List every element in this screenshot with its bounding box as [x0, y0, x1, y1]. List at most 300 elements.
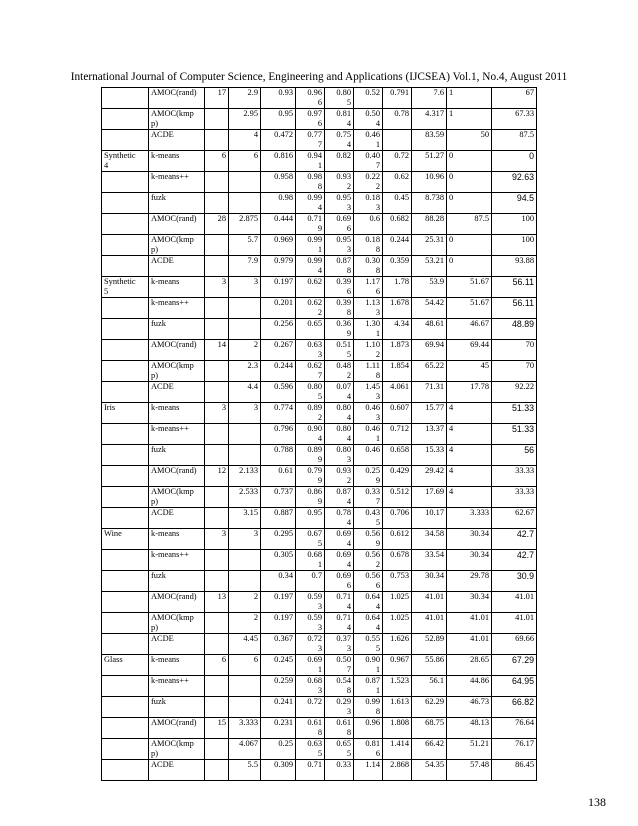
value-cell-5: 0.43 5 [354, 508, 383, 529]
value-cell-3: 0.77 7 [296, 130, 325, 151]
table-row [102, 298, 537, 319]
value-cell-5: 0.22 2 [354, 172, 383, 193]
value-cell-5: 0.18 8 [354, 235, 383, 256]
value-cell-5: 0.99 8 [354, 697, 383, 718]
value-cell-7: 10.96 [412, 172, 447, 193]
value-cell-1: 2.95 [229, 109, 261, 130]
value-cell-8: 1 [447, 88, 492, 109]
value-cell-7: 30.34 [412, 571, 447, 592]
clusters-cell: 6 [205, 655, 229, 676]
value-cell-9: 48.89 [492, 319, 537, 340]
value-cell-3: 0.96 6 [296, 88, 325, 109]
algorithm-cell: AMOC(kmp p) [149, 235, 205, 256]
value-cell-7: 55.86 [412, 655, 447, 676]
value-cell-1: 7.9 [229, 256, 261, 277]
value-cell-7: 15.77 [412, 403, 447, 424]
value-cell-3: 0.59 3 [296, 592, 325, 613]
value-cell-2: 0.737 [261, 487, 296, 508]
dataset-cell [102, 550, 149, 571]
value-cell-8: 0 [447, 151, 492, 172]
dataset-cell [102, 256, 149, 277]
clusters-cell [205, 424, 229, 445]
value-cell-6: 0.678 [383, 550, 412, 571]
value-cell-4: 0.80 5 [325, 88, 354, 109]
clusters-cell [205, 256, 229, 277]
value-cell-4: 0.75 4 [325, 130, 354, 151]
value-cell-8: 0 [447, 172, 492, 193]
dataset-cell [102, 172, 149, 193]
value-cell-9: 41.01 [492, 592, 537, 613]
value-cell-5: 0.25 9 [354, 466, 383, 487]
clusters-cell [205, 298, 229, 319]
value-cell-5: 0.52 [354, 88, 383, 109]
algorithm-cell: ACDE [149, 508, 205, 529]
value-cell-6: 1.414 [383, 739, 412, 760]
value-cell-9: 64.95 [492, 676, 537, 697]
value-cell-2: 0.472 [261, 130, 296, 151]
value-cell-4: 0.54 8 [325, 676, 354, 697]
value-cell-7: 10.17 [412, 508, 447, 529]
value-cell-3: 0.67 5 [296, 529, 325, 550]
value-cell-1: 4 [229, 130, 261, 151]
table-row [102, 109, 537, 130]
value-cell-3: 0.7 [296, 571, 325, 592]
value-cell-8: 51.67 [447, 277, 492, 298]
value-cell-7: 88.28 [412, 214, 447, 235]
value-cell-1 [229, 424, 261, 445]
value-cell-5: 0.64 4 [354, 592, 383, 613]
value-cell-9: 93.88 [492, 256, 537, 277]
value-cell-9: 51.33 [492, 403, 537, 424]
table-row [102, 130, 537, 151]
clusters-cell: 14 [205, 340, 229, 361]
value-cell-6: 0.429 [383, 466, 412, 487]
value-cell-9: 56.11 [492, 298, 537, 319]
value-cell-1: 4.4 [229, 382, 261, 403]
value-cell-9: 0 [492, 151, 537, 172]
table-row [102, 550, 537, 571]
value-cell-1: 5.5 [229, 760, 261, 781]
algorithm-cell: k-means [149, 655, 205, 676]
value-cell-3: 0.68 1 [296, 550, 325, 571]
table-row [102, 151, 537, 172]
clusters-cell [205, 550, 229, 571]
clusters-cell [205, 613, 229, 634]
value-cell-1: 2 [229, 592, 261, 613]
value-cell-6: 0.712 [383, 424, 412, 445]
dataset-cell: Synthetic 5 [102, 277, 149, 298]
clusters-cell [205, 193, 229, 214]
value-cell-8: 4 [447, 487, 492, 508]
value-cell-9: 33.33 [492, 466, 537, 487]
dataset-cell: Iris [102, 403, 149, 424]
clusters-cell [205, 760, 229, 781]
table-row [102, 256, 537, 277]
value-cell-7: 53.9 [412, 277, 447, 298]
value-cell-6: 0.244 [383, 235, 412, 256]
value-cell-2: 0.197 [261, 277, 296, 298]
value-cell-9: 100 [492, 235, 537, 256]
value-cell-3: 0.71 9 [296, 214, 325, 235]
dataset-cell [102, 445, 149, 466]
value-cell-9: 100 [492, 214, 537, 235]
value-cell-2: 0.259 [261, 676, 296, 697]
value-cell-9: 41.01 [492, 613, 537, 634]
value-cell-9: 76.17 [492, 739, 537, 760]
value-cell-8: 4 [447, 466, 492, 487]
dataset-cell [102, 592, 149, 613]
algorithm-cell: k-means++ [149, 676, 205, 697]
value-cell-2: 0.309 [261, 760, 296, 781]
value-cell-2: 0.95 [261, 109, 296, 130]
value-cell-6: 0.62 [383, 172, 412, 193]
results-table-body [102, 88, 537, 781]
value-cell-3: 0.89 9 [296, 445, 325, 466]
value-cell-6: 1.678 [383, 298, 412, 319]
value-cell-1: 3 [229, 277, 261, 298]
value-cell-5: 0.96 [354, 718, 383, 739]
value-cell-7: 51.27 [412, 151, 447, 172]
table-row [102, 718, 537, 739]
value-cell-1 [229, 550, 261, 571]
dataset-cell [102, 382, 149, 403]
clusters-cell [205, 382, 229, 403]
value-cell-2: 0.596 [261, 382, 296, 403]
value-cell-4: 0.39 8 [325, 298, 354, 319]
value-cell-8: 30.34 [447, 550, 492, 571]
dataset-cell [102, 361, 149, 382]
table-row [102, 613, 537, 634]
clusters-cell [205, 172, 229, 193]
value-cell-2: 0.61 [261, 466, 296, 487]
value-cell-5: 0.56 9 [354, 529, 383, 550]
value-cell-3: 0.69 1 [296, 655, 325, 676]
value-cell-8: 51.67 [447, 298, 492, 319]
dataset-cell: Synthetic 4 [102, 151, 149, 172]
value-cell-1: 6 [229, 151, 261, 172]
value-cell-6: 0.359 [383, 256, 412, 277]
value-cell-5: 0.46 1 [354, 424, 383, 445]
value-cell-5: 1.30 1 [354, 319, 383, 340]
value-cell-7: 41.01 [412, 613, 447, 634]
value-cell-4: 0.39 6 [325, 277, 354, 298]
value-cell-3: 0.99 4 [296, 256, 325, 277]
value-cell-3: 0.99 1 [296, 235, 325, 256]
dataset-cell [102, 109, 149, 130]
table-row [102, 319, 537, 340]
value-cell-1 [229, 172, 261, 193]
value-cell-7: 7.6 [412, 88, 447, 109]
table-row [102, 466, 537, 487]
algorithm-cell: k-means++ [149, 550, 205, 571]
algorithm-cell: fuzk [149, 193, 205, 214]
value-cell-1 [229, 445, 261, 466]
value-cell-9: 56.11 [492, 277, 537, 298]
clusters-cell: 28 [205, 214, 229, 235]
value-cell-7: 68.75 [412, 718, 447, 739]
value-cell-3: 0.97 6 [296, 109, 325, 130]
value-cell-3: 0.65 [296, 319, 325, 340]
value-cell-8: 4 [447, 424, 492, 445]
algorithm-cell: AMOC(kmp p) [149, 487, 205, 508]
algorithm-cell: AMOC(rand) [149, 88, 205, 109]
table-row [102, 655, 537, 676]
value-cell-7: 56.1 [412, 676, 447, 697]
value-cell-3: 0.99 4 [296, 193, 325, 214]
value-cell-4: 0.87 8 [325, 256, 354, 277]
clusters-cell: 3 [205, 403, 229, 424]
value-cell-7: 17.69 [412, 487, 447, 508]
value-cell-2: 0.305 [261, 550, 296, 571]
clusters-cell: 17 [205, 88, 229, 109]
algorithm-cell: AMOC(kmp p) [149, 739, 205, 760]
dataset-cell [102, 88, 149, 109]
algorithm-cell: AMOC(rand) [149, 718, 205, 739]
value-cell-8: 28.65 [447, 655, 492, 676]
clusters-cell [205, 676, 229, 697]
table-row [102, 277, 537, 298]
table-row [102, 634, 537, 655]
algorithm-cell: k-means [149, 277, 205, 298]
results-table [101, 87, 537, 781]
clusters-cell [205, 130, 229, 151]
value-cell-8: 0 [447, 235, 492, 256]
algorithm-cell: fuzk [149, 319, 205, 340]
dataset-cell [102, 298, 149, 319]
value-cell-9: 69.66 [492, 634, 537, 655]
dataset-cell [102, 340, 149, 361]
dataset-cell [102, 193, 149, 214]
value-cell-1 [229, 193, 261, 214]
value-cell-4: 0.78 4 [325, 508, 354, 529]
page-number: 138 [588, 795, 606, 809]
table-row [102, 760, 537, 781]
algorithm-cell: fuzk [149, 571, 205, 592]
value-cell-4: 0.69 4 [325, 529, 354, 550]
value-cell-6: 1.808 [383, 718, 412, 739]
dataset-cell [102, 739, 149, 760]
clusters-cell [205, 319, 229, 340]
value-cell-3: 0.62 2 [296, 298, 325, 319]
value-cell-3: 0.68 3 [296, 676, 325, 697]
value-cell-7: 65.22 [412, 361, 447, 382]
value-cell-4: 0.65 5 [325, 739, 354, 760]
value-cell-2: 0.231 [261, 718, 296, 739]
value-cell-2: 0.796 [261, 424, 296, 445]
table-row [102, 508, 537, 529]
value-cell-9: 76.64 [492, 718, 537, 739]
value-cell-8: 44.86 [447, 676, 492, 697]
clusters-cell [205, 487, 229, 508]
algorithm-cell: AMOC(kmp p) [149, 613, 205, 634]
value-cell-1: 3.15 [229, 508, 261, 529]
table-row [102, 382, 537, 403]
value-cell-8: 1 [447, 109, 492, 130]
dataset-cell [102, 697, 149, 718]
value-cell-9: 70 [492, 340, 537, 361]
value-cell-9: 66.82 [492, 697, 537, 718]
value-cell-1: 3 [229, 529, 261, 550]
value-cell-5: 1.13 3 [354, 298, 383, 319]
value-cell-2: 0.241 [261, 697, 296, 718]
value-cell-4: 0.36 9 [325, 319, 354, 340]
value-cell-1 [229, 571, 261, 592]
value-cell-4: 0.80 3 [325, 445, 354, 466]
value-cell-1: 2.133 [229, 466, 261, 487]
dataset-cell [102, 319, 149, 340]
value-cell-2: 0.887 [261, 508, 296, 529]
clusters-cell [205, 739, 229, 760]
clusters-cell: 13 [205, 592, 229, 613]
value-cell-6: 1.873 [383, 340, 412, 361]
value-cell-9: 94.5 [492, 193, 537, 214]
value-cell-1 [229, 319, 261, 340]
algorithm-cell: AMOC(rand) [149, 214, 205, 235]
value-cell-5: 0.30 8 [354, 256, 383, 277]
value-cell-5: 0.18 3 [354, 193, 383, 214]
value-cell-1 [229, 676, 261, 697]
value-cell-6: 0.658 [383, 445, 412, 466]
value-cell-2: 0.245 [261, 655, 296, 676]
table-row [102, 193, 537, 214]
value-cell-5: 0.50 4 [354, 109, 383, 130]
value-cell-5: 0.87 1 [354, 676, 383, 697]
value-cell-8: 29.78 [447, 571, 492, 592]
value-cell-2: 0.444 [261, 214, 296, 235]
clusters-cell [205, 109, 229, 130]
value-cell-8: 50 [447, 130, 492, 151]
value-cell-8: 41.01 [447, 613, 492, 634]
dataset-cell: Wine [102, 529, 149, 550]
value-cell-8: 48.13 [447, 718, 492, 739]
value-cell-3: 0.90 4 [296, 424, 325, 445]
value-cell-8: 46.67 [447, 319, 492, 340]
value-cell-4: 0.69 4 [325, 550, 354, 571]
value-cell-1: 5.7 [229, 235, 261, 256]
value-cell-2: 0.367 [261, 634, 296, 655]
algorithm-cell: ACDE [149, 634, 205, 655]
dataset-cell [102, 676, 149, 697]
value-cell-4: 0.69 6 [325, 571, 354, 592]
algorithm-cell: AMOC(kmp p) [149, 361, 205, 382]
table-row [102, 424, 537, 445]
value-cell-6: 0.72 [383, 151, 412, 172]
table-row [102, 235, 537, 256]
value-cell-1: 3 [229, 403, 261, 424]
table-row [102, 88, 537, 109]
algorithm-cell: AMOC(kmp p) [149, 109, 205, 130]
value-cell-8: 30.34 [447, 592, 492, 613]
value-cell-2: 0.244 [261, 361, 296, 382]
clusters-cell: 3 [205, 277, 229, 298]
value-cell-8: 3.333 [447, 508, 492, 529]
value-cell-5: 0.56 6 [354, 571, 383, 592]
value-cell-7: 4.317 [412, 109, 447, 130]
value-cell-4: 0.61 8 [325, 718, 354, 739]
value-cell-6: 2.868 [383, 760, 412, 781]
table-row [102, 697, 537, 718]
value-cell-6: 0.512 [383, 487, 412, 508]
value-cell-8: 69.44 [447, 340, 492, 361]
value-cell-6: 1.025 [383, 613, 412, 634]
value-cell-8: 51.21 [447, 739, 492, 760]
value-cell-5: 0.46 3 [354, 403, 383, 424]
value-cell-4: 0.48 2 [325, 361, 354, 382]
dataset-cell [102, 424, 149, 445]
value-cell-5: 0.6 [354, 214, 383, 235]
dataset-cell [102, 718, 149, 739]
value-cell-9: 67.33 [492, 109, 537, 130]
dataset-cell [102, 130, 149, 151]
value-cell-5: 1.10 2 [354, 340, 383, 361]
value-cell-7: 71.31 [412, 382, 447, 403]
value-cell-3: 0.89 2 [296, 403, 325, 424]
value-cell-9: 92.63 [492, 172, 537, 193]
value-cell-4: 0.80 4 [325, 403, 354, 424]
dataset-cell [102, 214, 149, 235]
value-cell-8: 57.48 [447, 760, 492, 781]
value-cell-6: 1.854 [383, 361, 412, 382]
value-cell-6: 1.626 [383, 634, 412, 655]
clusters-cell: 12 [205, 466, 229, 487]
value-cell-6: 0.612 [383, 529, 412, 550]
value-cell-5: 0.55 5 [354, 634, 383, 655]
value-cell-9: 70 [492, 361, 537, 382]
value-cell-2: 0.788 [261, 445, 296, 466]
value-cell-4: 0.50 7 [325, 655, 354, 676]
value-cell-6: 0.791 [383, 88, 412, 109]
value-cell-7: 69.94 [412, 340, 447, 361]
value-cell-8: 0 [447, 193, 492, 214]
value-cell-5: 0.46 1 [354, 130, 383, 151]
dataset-cell [102, 760, 149, 781]
value-cell-1: 4.067 [229, 739, 261, 760]
dataset-cell [102, 571, 149, 592]
value-cell-3: 0.94 1 [296, 151, 325, 172]
algorithm-cell: AMOC(rand) [149, 466, 205, 487]
value-cell-9: 67.29 [492, 655, 537, 676]
value-cell-1: 2.875 [229, 214, 261, 235]
clusters-cell: 6 [205, 151, 229, 172]
value-cell-2: 0.98 [261, 193, 296, 214]
value-cell-5: 0.33 7 [354, 487, 383, 508]
value-cell-2: 0.969 [261, 235, 296, 256]
value-cell-3: 0.62 [296, 277, 325, 298]
value-cell-4: 0.93 2 [325, 172, 354, 193]
value-cell-1: 2.533 [229, 487, 261, 508]
table-row [102, 172, 537, 193]
clusters-cell [205, 445, 229, 466]
value-cell-1: 2 [229, 340, 261, 361]
table-row [102, 676, 537, 697]
value-cell-2: 0.256 [261, 319, 296, 340]
algorithm-cell: k-means [149, 151, 205, 172]
value-cell-5: 1.45 3 [354, 382, 383, 403]
value-cell-1: 3.333 [229, 718, 261, 739]
value-cell-4: 0.95 3 [325, 193, 354, 214]
value-cell-3: 0.72 [296, 697, 325, 718]
value-cell-6: 1.523 [383, 676, 412, 697]
algorithm-cell: AMOC(rand) [149, 340, 205, 361]
value-cell-7: 83.59 [412, 130, 447, 151]
value-cell-4: 0.81 4 [325, 109, 354, 130]
value-cell-6: 1.025 [383, 592, 412, 613]
value-cell-1: 4.45 [229, 634, 261, 655]
algorithm-cell: k-means++ [149, 298, 205, 319]
value-cell-9: 30.9 [492, 571, 537, 592]
clusters-cell [205, 508, 229, 529]
algorithm-cell: ACDE [149, 256, 205, 277]
